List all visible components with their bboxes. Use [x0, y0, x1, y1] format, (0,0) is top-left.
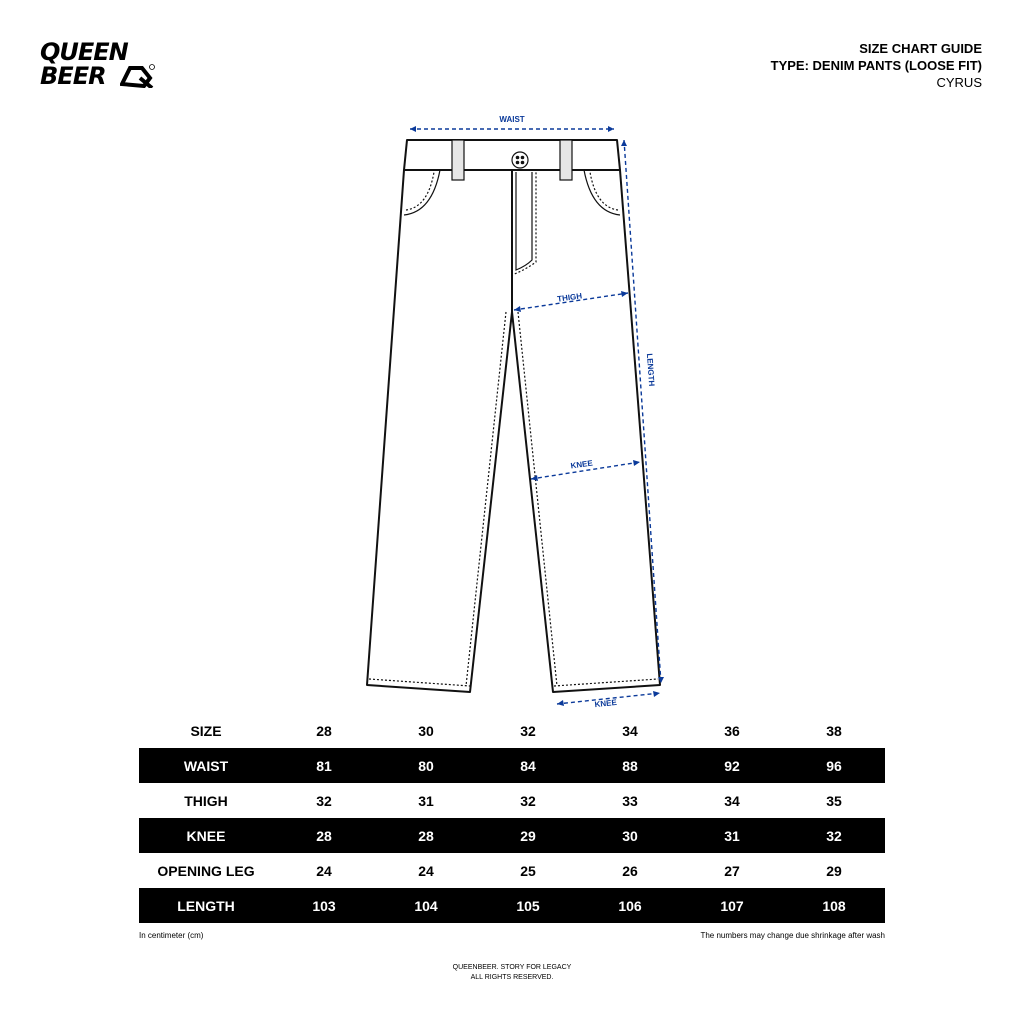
size-cell: 28: [316, 722, 332, 739]
length-cell: 104: [375, 888, 477, 923]
shrinkage-note: The numbers may change due shrinkage after wash: [700, 931, 885, 940]
length-row-label: LENGTH: [139, 888, 273, 923]
brand-logo-line1: QUEEN: [40, 38, 128, 66]
waist-cell: 80: [375, 748, 477, 783]
knee-row: [139, 818, 885, 853]
waist-row: [139, 748, 885, 783]
belt-loop-right: [560, 140, 572, 180]
size-cell: 36: [724, 722, 740, 739]
opening-label: KNEE: [594, 697, 618, 710]
knee-cell: 28: [375, 818, 477, 853]
thigh-cell: 35: [826, 792, 842, 809]
length-label: LENGTH: [644, 353, 657, 387]
thigh-row-label: THIGH: [184, 792, 228, 809]
waist-cell: 88: [579, 748, 681, 783]
waist-cell: 81: [273, 748, 375, 783]
thigh-label: THIGH: [556, 291, 583, 304]
size-cell: 30: [418, 722, 434, 739]
thigh-cell: 31: [418, 792, 434, 809]
waist-cell: 96: [783, 748, 885, 783]
knee-cell: 29: [477, 818, 579, 853]
thigh-cell: 32: [316, 792, 332, 809]
length-row: [139, 888, 885, 923]
size-cell: 38: [826, 722, 842, 739]
footer-rights: ALL RIGHTS RESERVED.: [470, 974, 554, 981]
length-cell: 105: [477, 888, 579, 923]
footer-tagline: QUEENBEER. STORY FOR LEGACY: [452, 964, 572, 971]
knee-cell: 31: [681, 818, 783, 853]
opening-leg-cell: 24: [418, 862, 434, 879]
opening-leg-cell: 25: [520, 862, 536, 879]
opening-leg-cell: 24: [316, 862, 332, 879]
length-cell: 107: [681, 888, 783, 923]
thigh-cell: 34: [724, 792, 740, 809]
unit-note: In centimeter (cm): [139, 931, 204, 940]
size-cell: 34: [622, 722, 638, 739]
length-cell: 108: [783, 888, 885, 923]
knee-label: KNEE: [570, 458, 594, 471]
opening-leg-cell: 26: [622, 862, 638, 879]
opening-leg-cell: 27: [724, 862, 740, 879]
waist-button: [512, 152, 528, 168]
header-title: SIZE CHART GUIDE: [859, 41, 982, 56]
brand-logo-line2: BEER: [40, 62, 106, 90]
opening-leg-row-label: OPENING LEG: [157, 862, 255, 879]
thigh-cell: 32: [520, 792, 536, 809]
waistband: [404, 140, 620, 170]
size-row: [139, 713, 885, 748]
size-table: [139, 713, 885, 923]
length-cell: 106: [579, 888, 681, 923]
page-footer: [0, 963, 1024, 983]
thigh-cell: 33: [622, 792, 638, 809]
belt-loop-left: [452, 140, 464, 180]
thigh-row: [139, 783, 885, 818]
opening-leg-cell: 29: [826, 862, 842, 879]
waist-cell: 84: [477, 748, 579, 783]
waist-row-label: WAIST: [139, 748, 273, 783]
knee-cell: 32: [783, 818, 885, 853]
knee-row-label: KNEE: [139, 818, 273, 853]
knee-cell: 30: [579, 818, 681, 853]
right-leg: [512, 170, 660, 692]
waist-label: WAIST: [499, 115, 525, 124]
opening-leg-row: [139, 853, 885, 888]
knee-cell: 28: [273, 818, 375, 853]
header-model: CYRUS: [936, 75, 982, 90]
left-leg: [367, 170, 512, 692]
header-type: TYPE: DENIM PANTS (LOOSE FIT): [770, 58, 982, 73]
length-cell: 103: [273, 888, 375, 923]
waist-cell: 92: [681, 748, 783, 783]
size-row-label: SIZE: [190, 722, 222, 739]
size-cell: 32: [520, 722, 536, 739]
